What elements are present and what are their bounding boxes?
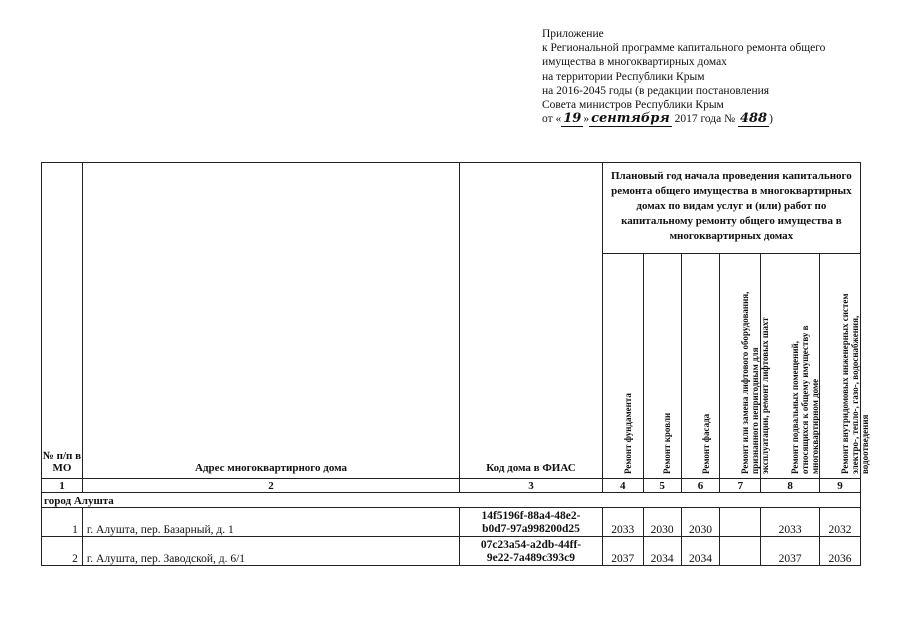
table-row (42, 508, 861, 537)
resolution-date-line (542, 112, 882, 126)
sig-mid: 2017 года № (671, 113, 738, 126)
header-work-roof: Ремонт кровли (643, 254, 681, 479)
header-line: Приложение (542, 28, 604, 40)
column-number: 6 (681, 479, 720, 493)
header-work-elevator: Ремонт или замена лифтового оборудования, признанного непригодным для эксплуатации, ремонт лифтовых шахт (720, 254, 761, 479)
header-block (542, 27, 882, 126)
header-work-facade: Ремонт фасада (681, 254, 720, 479)
header-line: на 2016-2045 годы (в редакции постановления (542, 84, 770, 97)
table-row (42, 537, 861, 566)
column-number: 1 (42, 479, 83, 493)
year-facade: 2034 (681, 537, 720, 566)
column-number: 7 (720, 479, 761, 493)
header-line: на территории Республики Крым (542, 70, 705, 83)
year-elevator (720, 508, 761, 537)
year-roof: 2030 (643, 508, 681, 537)
column-number: 9 (820, 479, 861, 493)
column-number-row (42, 479, 861, 493)
handwritten-day: 19 (563, 111, 582, 127)
row-fias-code: 14f5196f-88a4-48e2- b0d7-97a998200d25 (460, 508, 603, 537)
sig-suffix: ) (769, 113, 773, 126)
header-fias-code: Код дома в ФИАС (460, 163, 603, 479)
handwritten-number: 488 (739, 111, 768, 127)
year-basement: 2033 (761, 508, 820, 537)
header-work-basement: Ремонт подвальных помещений, относящихся к общему имуществу в многоквартирном доме (761, 254, 820, 479)
header-line: Совета министров Республики Крым (542, 99, 724, 112)
column-number: 8 (761, 479, 820, 493)
column-number: 2 (82, 479, 459, 493)
row-address: г. Алушта, пер. Заводской, д. 6/1 (82, 537, 459, 566)
column-number: 4 (602, 479, 643, 493)
row-fias-code: 07c23a54-a2db-44ff- 9e22-7a489c393c9 (460, 537, 603, 566)
sig-mid: » (583, 113, 590, 126)
header-planned-year: Плановый год начала проведения капитального ремонта общего имущества в многоквартирных домах по видам услуг и (или) работ по капитальному ремонту общего имущества в многоквартирных домах (602, 163, 860, 254)
year-utilities: 2032 (820, 508, 861, 537)
header-row-number: № п/п в МО (42, 163, 83, 479)
column-number: 3 (460, 479, 603, 493)
year-basement: 2037 (761, 537, 820, 566)
year-elevator (720, 537, 761, 566)
row-number: 2 (42, 537, 83, 566)
handwritten-month: сентября (591, 111, 670, 127)
year-utilities: 2036 (820, 537, 861, 566)
header-line: к Региональной программе капитального ремонта общего (542, 42, 826, 55)
year-foundation: 2037 (602, 537, 643, 566)
year-roof: 2034 (643, 537, 681, 566)
year-foundation: 2033 (602, 508, 643, 537)
column-number: 5 (643, 479, 681, 493)
row-address: г. Алушта, пер. Базарный, д. 1 (82, 508, 459, 537)
header-address: Адрес многоквартирного дома (82, 163, 459, 479)
repair-schedule-table (41, 162, 871, 566)
sig-prefix: от « (542, 113, 562, 126)
row-number: 1 (42, 508, 83, 537)
header-line: имущества в многоквартирных домах (542, 56, 727, 69)
city-group-row (42, 493, 861, 508)
header-work-foundation: Ремонт фундамента (602, 254, 643, 479)
year-facade: 2030 (681, 508, 720, 537)
city-name: город Алушта (42, 493, 861, 508)
header-work-utilities: Ремонт внутридомовых инженерных систем электро-, тепло-, газо-, водоснабжения, водоотведения (820, 254, 861, 479)
